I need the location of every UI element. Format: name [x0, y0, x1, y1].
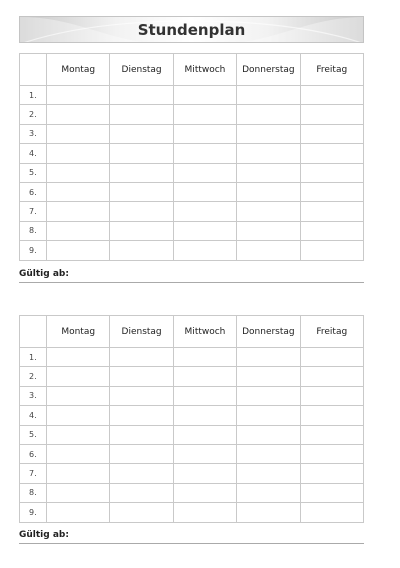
- table-row: [20, 144, 364, 163]
- lesson-cell[interactable]: [110, 144, 173, 163]
- day-header-thursday: Donnerstag: [237, 54, 300, 86]
- period-number: 8.: [20, 483, 47, 502]
- lesson-cell[interactable]: [173, 86, 236, 105]
- lesson-cell[interactable]: [110, 124, 173, 143]
- lesson-cell[interactable]: [237, 464, 300, 483]
- lesson-cell[interactable]: [173, 202, 236, 221]
- timetable-2: [19, 315, 364, 523]
- lesson-cell[interactable]: [300, 163, 363, 182]
- period-number: 6.: [20, 182, 47, 201]
- lesson-cell[interactable]: [173, 444, 236, 463]
- day-header-tuesday: Dienstag: [110, 316, 173, 348]
- lesson-cell[interactable]: [300, 367, 363, 386]
- lesson-cell[interactable]: [47, 86, 110, 105]
- lesson-cell[interactable]: [110, 386, 173, 405]
- period-number: 2.: [20, 105, 47, 124]
- lesson-cell[interactable]: [110, 182, 173, 201]
- lesson-cell[interactable]: [173, 348, 236, 367]
- lesson-cell[interactable]: [300, 221, 363, 240]
- period-number: 8.: [20, 221, 47, 240]
- lesson-cell[interactable]: [173, 367, 236, 386]
- lesson-cell[interactable]: [237, 425, 300, 444]
- lesson-cell[interactable]: [173, 124, 236, 143]
- lesson-cell[interactable]: [110, 483, 173, 502]
- period-number: 4.: [20, 144, 47, 163]
- day-header-monday: Montag: [47, 54, 110, 86]
- table-row: [20, 348, 364, 367]
- lesson-cell[interactable]: [47, 241, 110, 260]
- lesson-cell[interactable]: [300, 144, 363, 163]
- lesson-cell[interactable]: [47, 144, 110, 163]
- day-header-friday: Freitag: [300, 316, 363, 348]
- lesson-cell[interactable]: [237, 348, 300, 367]
- lesson-cell[interactable]: [110, 202, 173, 221]
- lesson-cell[interactable]: [300, 182, 363, 201]
- lesson-cell[interactable]: [300, 406, 363, 425]
- lesson-cell[interactable]: [110, 503, 173, 522]
- table-row: [20, 425, 364, 444]
- lesson-cell[interactable]: [110, 425, 173, 444]
- day-header-thursday: Donnerstag: [237, 316, 300, 348]
- lesson-cell[interactable]: [237, 144, 300, 163]
- lesson-cell[interactable]: [300, 86, 363, 105]
- table-row: [20, 163, 364, 182]
- lesson-cell[interactable]: [237, 386, 300, 405]
- lesson-cell[interactable]: [173, 425, 236, 444]
- day-header-wednesday: Mittwoch: [173, 54, 236, 86]
- lesson-cell[interactable]: [110, 444, 173, 463]
- lesson-cell[interactable]: [47, 221, 110, 240]
- table-row: [20, 241, 364, 260]
- page-title: Stundenplan: [137, 21, 246, 39]
- header-row: [20, 316, 364, 348]
- table-row: [20, 367, 364, 386]
- table-row: [20, 105, 364, 124]
- lesson-cell[interactable]: [300, 124, 363, 143]
- lesson-cell[interactable]: [47, 406, 110, 425]
- table-row: [20, 86, 364, 105]
- lesson-cell[interactable]: [237, 163, 300, 182]
- table-row: [20, 182, 364, 201]
- lesson-cell[interactable]: [110, 241, 173, 260]
- lesson-cell[interactable]: [237, 86, 300, 105]
- lesson-cell[interactable]: [237, 182, 300, 201]
- timetable-1: [19, 53, 364, 261]
- table-row: [20, 464, 364, 483]
- lesson-cell[interactable]: [173, 241, 236, 260]
- corner-cell: [20, 54, 47, 86]
- lesson-cell[interactable]: [47, 483, 110, 502]
- lesson-cell[interactable]: [110, 105, 173, 124]
- period-number: 7.: [20, 464, 47, 483]
- lesson-cell[interactable]: [237, 503, 300, 522]
- period-number: 1.: [20, 86, 47, 105]
- lesson-cell[interactable]: [47, 386, 110, 405]
- lesson-cell[interactable]: [237, 221, 300, 240]
- lesson-cell[interactable]: [47, 367, 110, 386]
- lesson-cell[interactable]: [47, 202, 110, 221]
- lesson-cell[interactable]: [47, 503, 110, 522]
- lesson-cell[interactable]: [237, 124, 300, 143]
- lesson-cell[interactable]: [173, 105, 236, 124]
- day-header-wednesday: Mittwoch: [173, 316, 236, 348]
- lesson-cell[interactable]: [300, 348, 363, 367]
- table-row: [20, 221, 364, 240]
- table-row: [20, 406, 364, 425]
- period-number: 5.: [20, 163, 47, 182]
- lesson-cell[interactable]: [47, 464, 110, 483]
- period-number: 9.: [20, 503, 47, 522]
- period-number: 4.: [20, 406, 47, 425]
- lesson-cell[interactable]: [110, 86, 173, 105]
- lesson-cell[interactable]: [300, 202, 363, 221]
- table-row: [20, 202, 364, 221]
- period-number: 7.: [20, 202, 47, 221]
- lesson-cell[interactable]: [300, 444, 363, 463]
- header-row: [20, 54, 364, 86]
- lesson-cell[interactable]: [173, 144, 236, 163]
- lesson-cell[interactable]: [300, 503, 363, 522]
- table-row: [20, 444, 364, 463]
- period-number: 3.: [20, 124, 47, 143]
- lesson-cell[interactable]: [237, 241, 300, 260]
- period-number: 1.: [20, 348, 47, 367]
- lesson-cell[interactable]: [237, 105, 300, 124]
- lesson-cell[interactable]: [173, 386, 236, 405]
- day-header-friday: Freitag: [300, 54, 363, 86]
- lesson-cell[interactable]: [110, 367, 173, 386]
- table-row: [20, 503, 364, 522]
- table-row: [20, 124, 364, 143]
- lesson-cell[interactable]: [300, 425, 363, 444]
- lesson-cell[interactable]: [173, 163, 236, 182]
- period-number: 9.: [20, 241, 47, 260]
- table-row: [20, 483, 364, 502]
- period-number: 2.: [20, 367, 47, 386]
- lesson-cell[interactable]: [173, 406, 236, 425]
- lesson-cell[interactable]: [110, 221, 173, 240]
- lesson-cell[interactable]: [237, 406, 300, 425]
- lesson-cell[interactable]: [300, 386, 363, 405]
- lesson-cell[interactable]: [110, 348, 173, 367]
- valid-from-line-1: Gültig ab:: [19, 268, 364, 283]
- period-number: 3.: [20, 386, 47, 405]
- lesson-cell[interactable]: [47, 348, 110, 367]
- day-header-tuesday: Dienstag: [110, 54, 173, 86]
- period-number: 5.: [20, 425, 47, 444]
- lesson-cell[interactable]: [237, 444, 300, 463]
- lesson-cell[interactable]: [110, 464, 173, 483]
- lesson-cell[interactable]: [173, 464, 236, 483]
- lesson-cell[interactable]: [300, 483, 363, 502]
- title-banner: [19, 16, 364, 43]
- lesson-cell[interactable]: [300, 105, 363, 124]
- lesson-cell[interactable]: [47, 425, 110, 444]
- lesson-cell[interactable]: [237, 367, 300, 386]
- day-header-monday: Montag: [47, 316, 110, 348]
- lesson-cell[interactable]: [110, 406, 173, 425]
- lesson-cell[interactable]: [173, 503, 236, 522]
- lesson-cell[interactable]: [173, 483, 236, 502]
- lesson-cell[interactable]: [237, 483, 300, 502]
- period-number: 6.: [20, 444, 47, 463]
- lesson-cell[interactable]: [173, 221, 236, 240]
- lesson-cell[interactable]: [300, 241, 363, 260]
- valid-from-line-2: Gültig ab:: [19, 529, 364, 544]
- corner-cell: [20, 316, 47, 348]
- lesson-cell[interactable]: [47, 182, 110, 201]
- lesson-cell[interactable]: [110, 163, 173, 182]
- table-row: [20, 386, 364, 405]
- lesson-cell[interactable]: [47, 444, 110, 463]
- lesson-cell[interactable]: [173, 182, 236, 201]
- lesson-cell[interactable]: [47, 124, 110, 143]
- lesson-cell[interactable]: [237, 202, 300, 221]
- lesson-cell[interactable]: [47, 105, 110, 124]
- lesson-cell[interactable]: [300, 464, 363, 483]
- lesson-cell[interactable]: [47, 163, 110, 182]
